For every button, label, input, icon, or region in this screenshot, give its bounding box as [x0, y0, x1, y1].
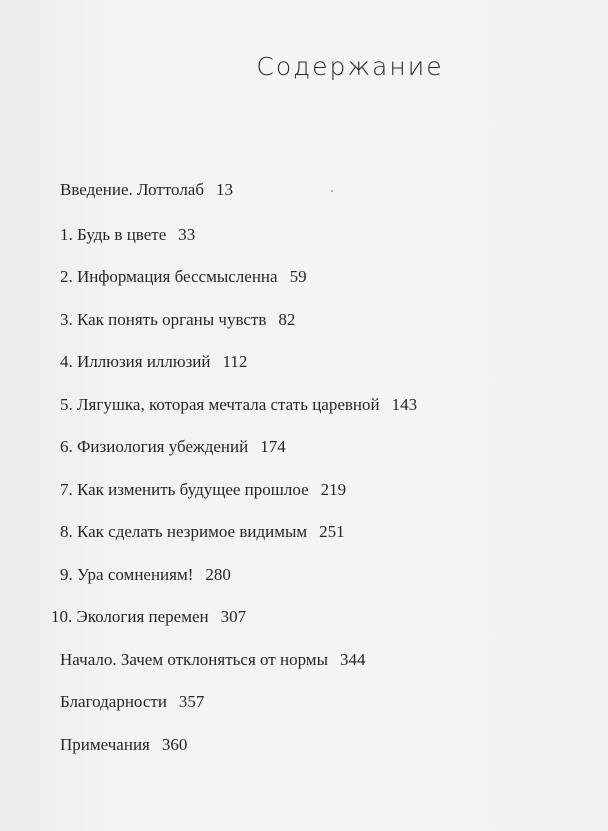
- toc-entry-page: 112: [222, 352, 248, 371]
- toc-entry-chapter-9: [60, 564, 231, 586]
- toc-entry-page: 59: [289, 267, 307, 286]
- toc-entry-chapter-6: [60, 436, 286, 458]
- page-title: Содержание: [256, 52, 444, 81]
- toc-entry-label: Начало. Зачем отклоняться от нормы: [60, 650, 328, 669]
- toc-entry-page: 13: [216, 180, 233, 199]
- toc-entry-chapter-4: [60, 351, 247, 373]
- toc-entry-label: 3. Как понять органы чувств: [60, 310, 267, 329]
- toc-entry-chapter-2: [60, 266, 307, 288]
- toc-entry-chapter-1: [60, 224, 195, 246]
- toc-entry-notes: [60, 734, 187, 756]
- toc-entry-chapter-3: [60, 309, 295, 331]
- toc-entry-chapter-10: [51, 606, 246, 628]
- toc-entry-label: 6. Физиология убеждений: [60, 437, 249, 456]
- toc-entry-label: 4. Иллюзия иллюзий: [60, 352, 211, 371]
- toc-entry-page: 307: [220, 607, 247, 626]
- toc-entry-label: 7. Как изменить будущее прошлое: [60, 480, 309, 499]
- toc-entry-label: Введение. Лоттолаб: [60, 180, 204, 199]
- toc-entry-label: Примечания: [60, 735, 150, 754]
- toc-entry-page: 174: [260, 437, 286, 456]
- toc-entry-chapter-8: [60, 521, 345, 543]
- toc-entry-label: 2. Информация бессмысленна: [60, 267, 278, 286]
- toc-entry-label: 1. Будь в цвете: [60, 225, 167, 244]
- toc-entry-label: 10. Экология перемен: [51, 607, 209, 626]
- toc-entry-label: 9. Ура сомнениям!: [60, 565, 194, 584]
- toc-entry-page: 219: [320, 480, 347, 499]
- toc-entry-label: 8. Как сделать незримое видимым: [60, 522, 308, 541]
- toc-entry-chapter-7: [60, 479, 346, 501]
- toc-entry-page: 33: [178, 225, 196, 244]
- toc-entry-page: 82: [278, 310, 296, 329]
- toc-entry-label: Благодарности: [60, 692, 167, 711]
- toc-entry-acknowledgements: [60, 691, 204, 713]
- paper-speck: [331, 190, 333, 192]
- toc-entry-label: 5. Лягушка, которая мечтала стать царевной: [60, 395, 380, 414]
- toc-entry-page: 251: [319, 522, 345, 541]
- toc-entry-page: 360: [161, 735, 188, 754]
- toc-entry-page: 357: [178, 692, 205, 711]
- toc-entry-page: 344: [340, 650, 366, 669]
- toc-entry-page: 280: [205, 565, 231, 584]
- toc-entry-beginning: [60, 649, 366, 671]
- toc-entry-chapter-5: [60, 394, 417, 416]
- toc-entry-introduction: [60, 179, 233, 201]
- toc-entry-page: 143: [391, 395, 418, 414]
